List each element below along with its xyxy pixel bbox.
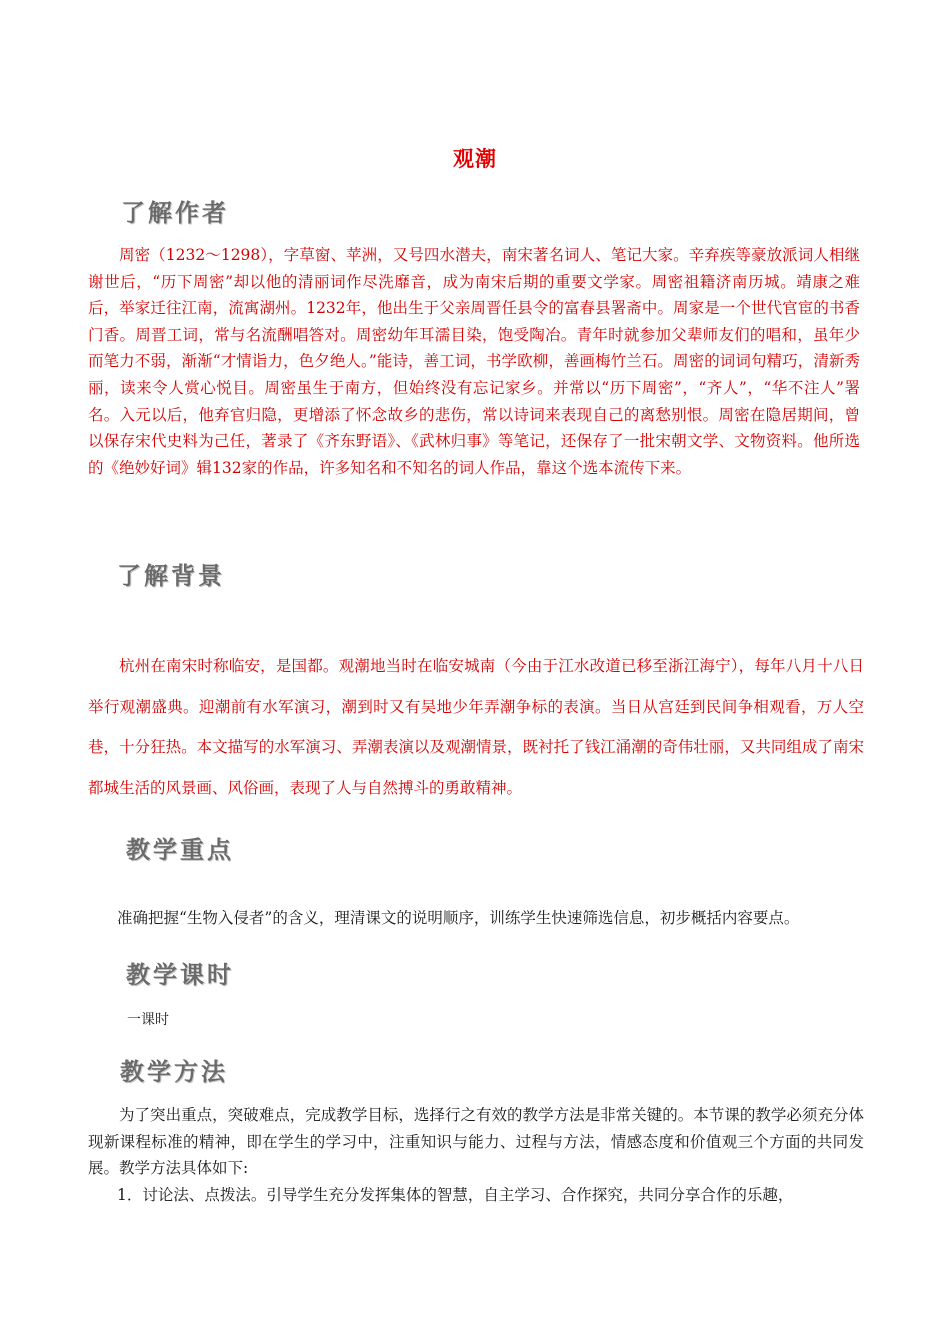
heading-author: 了解作者 (121, 199, 229, 227)
page-title: 观潮 (453, 146, 497, 171)
author-paragraph: 周密（1232～1298），字草窗、苹洲，又号四水潜夫，南宋著名词人、笔记大家。辛弃疾等豪放派词人相继谢世后，“历下周密”却以他的清丽词作尽洗靡音，成为南宋后期的重要文学家。周密祖籍济南历城。靖康之难后，举家迁往江南，流寓湖州。1232年，他出生于父亲周晋任县令的富春县署斋中。周家是一个世代官宦的书香门香。周晋工词，常与名流酬唱答对。周密幼年耳濡目染，饱受陶冶。青年时就参加父辈师友们的唱和，虽年少而笔力不弱，渐渐“才情诣力，色夕绝人。”能诗，善工词，书学欧柳，善画梅竹兰石。周密的词词句精巧，清新秀丽，读来令人赏心悦目。周密虽生于南方，但始终没有忘记家乡。并常以“历下周密”，“齐人”，“华不注人”署名。入元以后，他弃官归隐，更增添了怀念故乡的悲伤，常以诗词来表现自己的离愁别恨。周密在隐居期间，曾以保存宋代史料为己任，著录了《齐东野语》、《武林归事》等笔记，还保存了一批宋朝文学、文物资料。他所选的《绝妙好词》辑132家的作品，许多知名和不知名的词人作品，靠这个选本流传下来。 (88, 246, 860, 477)
class-hours-text: 一课时 (127, 1012, 169, 1028)
heading-background: 了解背景 (117, 562, 225, 590)
heading-class-hours: 教学课时 (126, 961, 234, 989)
background-paragraph: 杭州在南宋时称临安，是国都。观潮地当时在临安城南（今由于江水改道已移至浙江海宁），每年八月十八日举行观潮盛典。迎潮前有水军演习，潮到时又有吴地少年弄潮争标的表演。当日从宫廷到民间争相观看，万人空巷，十分狂热。本文描写的水军演习、弄潮表演以及观潮情景，既衬托了钱江涌潮的奇伟壮丽，又共同组成了南宋都城生活的风景画、风俗画，表现了人与自然搏斗的勇敢精神。 (88, 657, 864, 797)
methods-paragraph: 为了突出重点，突破难点，完成教学目标，选择行之有效的教学方法是非常关键的。本节课的教学必须充分体现新课程标准的精神，即在学生的学习中，注重知识与能力、过程与方法，情感态度和价值观三个方面的共同发展。教学方法具体如下: (88, 1106, 864, 1178)
heading-methods: 教学方法 (120, 1058, 228, 1086)
heading-key-points: 教学重点 (126, 836, 234, 864)
key-points-paragraph: 准确把握“生物入侵者”的含义，理清课文的说明顺序，训练学生快速筛选信息，初步概括内容要点。 (117, 909, 800, 927)
methods-item-1: 1．讨论法、点拨法。引导学生充分发挥集体的智慧，自主学习、合作探究，共同分享合作的乐趣， (117, 1186, 794, 1204)
